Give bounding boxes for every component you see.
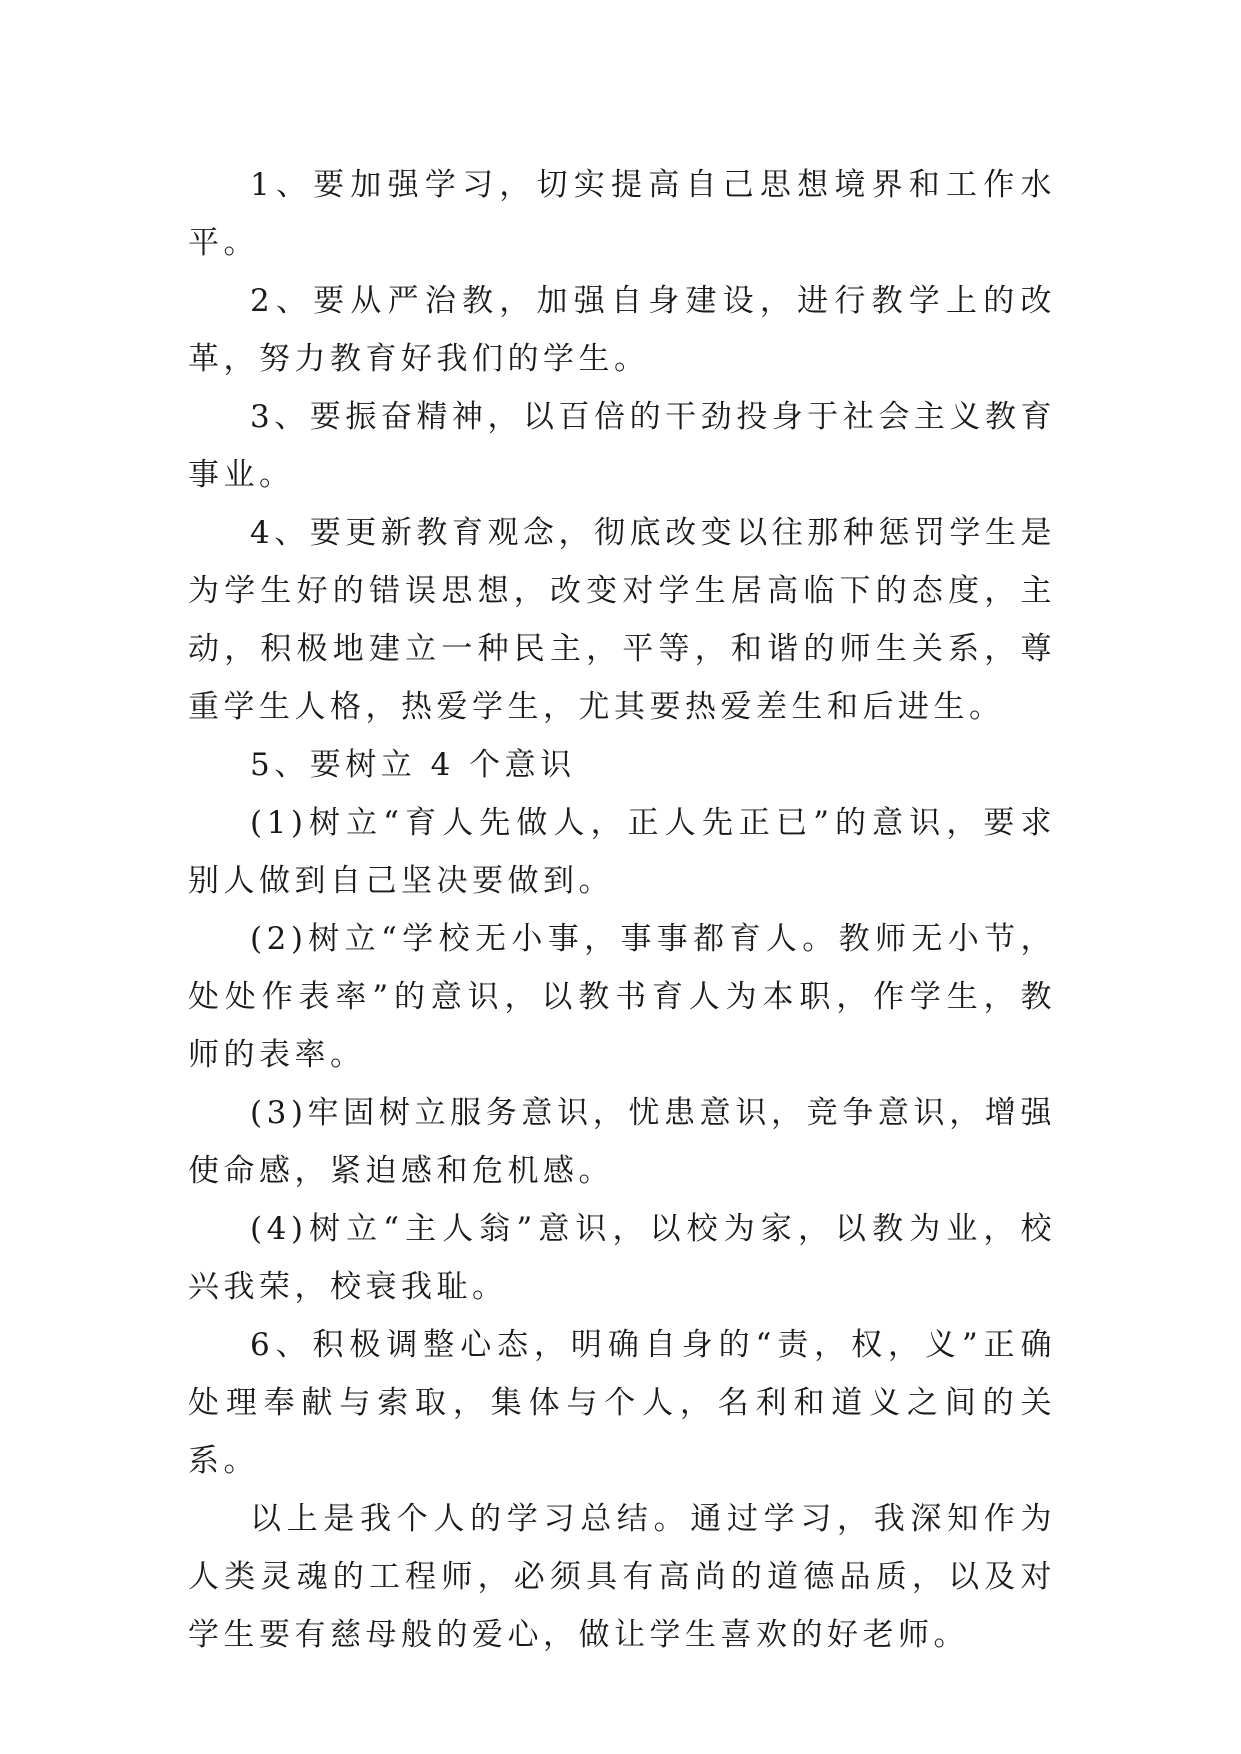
document-body bbox=[188, 156, 1056, 1664]
paragraph-4: 4、要更新教育观念，彻底改变以往那种惩罚学生是为学生好的错误思想，改变对学生居高临下的态度，主动，积极地建立一种民主，平等，和谐的师生关系，尊重学生人格，热爱学生，尤其要热爱差生和后进生。 bbox=[188, 515, 1056, 725]
paragraph-5-2: (2)树立“学校无小事，事事都育人。教师无小节，处处作表率”的意识，以教书育人为本职，作学生，教师的表率。 bbox=[188, 921, 1056, 1073]
paragraph-5-1: (1)树立“育人先做人，正人先正已”的意识，要求别人做到自己坚决要做到。 bbox=[188, 805, 1056, 899]
paragraph-1: 1、要加强学习，切实提高自己思想境界和工作水平。 bbox=[188, 167, 1056, 261]
paragraph-2: 2、要从严治教，加强自身建设，进行教学上的改革，努力教育好我们的学生。 bbox=[188, 283, 1056, 377]
paragraph-6: 6、积极调整心态，明确自身的“责，权，义”正确处理奉献与索取，集体与个人，名利和道义之间的关系。 bbox=[188, 1327, 1056, 1479]
paragraph-5: 5、要树立 4 个意识 bbox=[250, 747, 576, 783]
paragraph-5-3: (3)牢固树立服务意识，忧患意识，竞争意识，增强使命感，紧迫感和危机感。 bbox=[188, 1095, 1056, 1189]
paragraph-5-4: (4)树立“主人翁”意识，以校为家，以教为业，校兴我荣，校衰我耻。 bbox=[188, 1211, 1056, 1305]
paragraph-summary: 以上是我个人的学习总结。通过学习，我深知作为人类灵魂的工程师，必须具有高尚的道德品质，以及对学生要有慈母般的爱心，做让学生喜欢的好老师。 bbox=[188, 1501, 1056, 1653]
paragraph-3: 3、要振奋精神，以百倍的干劲投身于社会主义教育事业。 bbox=[188, 399, 1056, 493]
